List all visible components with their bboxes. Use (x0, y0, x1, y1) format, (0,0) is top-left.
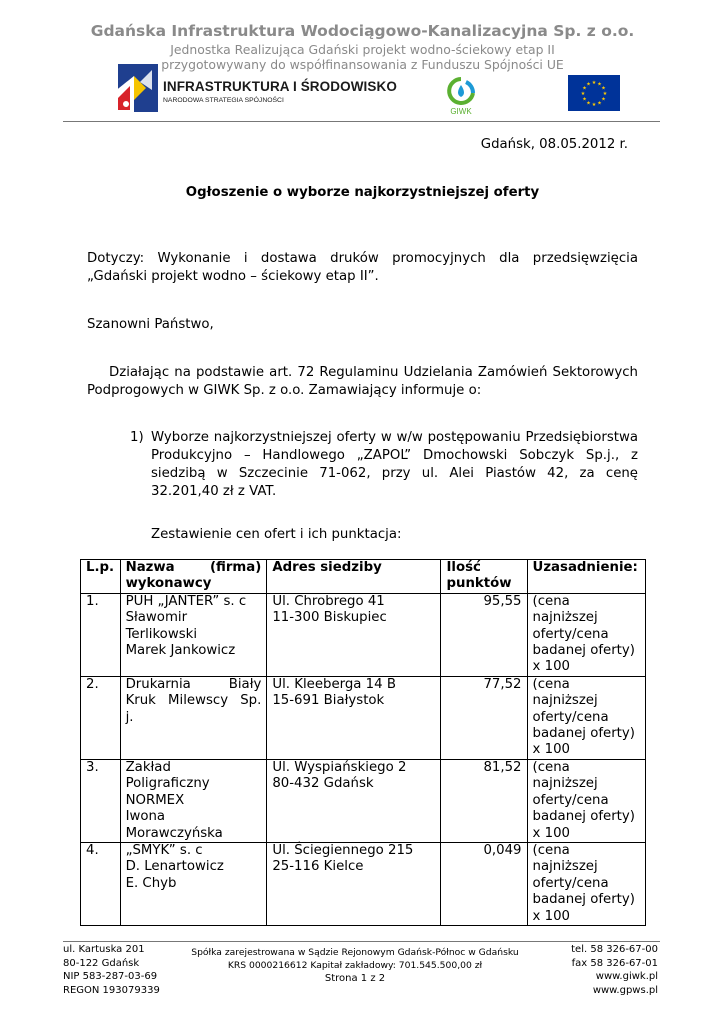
logo-sub-text: NARODOWA STRATEGIA SPÓJNOŚCI (163, 97, 284, 104)
point-1-text: Wyborze najkorzystniejszej oferty w w/w postępowaniu Przedsiębiorstwa Produkcyjno – Handlowego „ZAPOL” Dmochowski Sobczyk Sp.j., z siedzibą w Szczecinie 71-062, przy ul. Alei Piastów 42, za cenę 32.201,40 zł z VAT. (151, 430, 638, 499)
justification-line: oferty/cena (532, 792, 609, 808)
row-lp: 3. (81, 759, 121, 842)
justification-line: oferty/cena (532, 709, 609, 725)
svg-text:★: ★ (601, 96, 606, 103)
svg-text:★: ★ (591, 80, 597, 86)
name-line: Morawczyńska (125, 825, 223, 841)
name-line: Sławomir (125, 610, 188, 626)
name-line: Zakład (125, 759, 171, 775)
row-lp: 2. (81, 676, 121, 759)
address-line: Ul. Chrobrego 41 (272, 593, 385, 609)
name-line: E. Chyb (125, 875, 177, 891)
row-justification (527, 842, 645, 925)
footer-center-line: Spółka zarejestrowana w Sądzie Rejonowym Gdańsk-Północ w Gdańsku (191, 947, 519, 958)
row-name (120, 676, 267, 759)
footer-divider (63, 941, 660, 942)
document-heading: Ogłoszenie o wyborze najkorzystniejszej oferty (185, 185, 540, 200)
row-address (267, 676, 441, 759)
name-line: NORMEX (125, 792, 185, 808)
row-name (120, 759, 267, 842)
name-line: Kruk Milewscy Sp. (125, 693, 262, 709)
footer-contact (571, 943, 658, 997)
name-line: „SMYK” s. c (125, 842, 203, 858)
address-line: 80-432 Gdańsk (272, 776, 374, 792)
footer-fax: fax 58 326-67-01 (571, 957, 658, 969)
row-name (120, 593, 267, 676)
footer-website-link[interactable]: www.giwk.pl (595, 971, 658, 982)
table-row (81, 759, 646, 842)
justification-line: najniższej (532, 693, 598, 709)
footer-left-line: ul. Kartuska 201 (63, 944, 145, 955)
justification-line: x 100 (532, 659, 570, 675)
footer-left-line: NIP 583-287-03-69 (63, 971, 158, 982)
row-lp: 1. (81, 593, 121, 676)
giwk-logo-label: GIWK (450, 107, 472, 116)
svg-text:★: ★ (597, 81, 602, 88)
justification-line: badanej oferty) (532, 809, 635, 825)
row-points: 77,52 (441, 676, 527, 759)
name-line: D. Lenartowicz (125, 859, 224, 875)
footer-registration (170, 946, 540, 985)
name-line: Iwona (125, 809, 166, 825)
giwk-logo-icon (444, 76, 478, 116)
infrastruktura-logo-text (163, 79, 397, 104)
table-row (81, 676, 646, 759)
row-address (267, 759, 441, 842)
header-divider (63, 121, 660, 122)
header-name: Nazwa (firma) wykonawcy (120, 560, 267, 594)
offers-table (80, 559, 646, 926)
justification-line: (cena (532, 759, 570, 775)
justification-line: (cena (532, 593, 570, 609)
row-address (267, 593, 441, 676)
row-justification (527, 676, 645, 759)
name-line: Marek Jankowicz (125, 643, 236, 659)
justification-line: najniższej (532, 610, 598, 626)
unit-line-1: Jednostka Realizująca Gdański projekt wodno-ściekowy etap II (170, 42, 555, 57)
row-justification (527, 593, 645, 676)
address-line: 15-691 Białystok (272, 693, 385, 709)
svg-text:★: ★ (586, 81, 591, 88)
header-address: Adres siedziby (267, 560, 441, 594)
svg-text:★: ★ (580, 91, 586, 97)
name-line: Poligraficzny (125, 776, 210, 792)
row-justification (527, 759, 645, 842)
address-line: 25-116 Kielce (272, 859, 364, 875)
svg-text:★: ★ (601, 85, 606, 92)
address-line: 11-300 Biskupiec (272, 610, 387, 626)
footer-phone: tel. 58 326-67-00 (571, 944, 658, 955)
summary-label: Zestawienie cen ofert i ich punktacja: (151, 527, 402, 542)
footer-address (63, 943, 160, 997)
row-name (120, 842, 267, 925)
table-row (81, 842, 646, 925)
infrastruktura-logo-icon (112, 62, 160, 114)
table-header-row (81, 560, 646, 594)
header-justification: Uzasadnienie: (527, 560, 645, 594)
justification-line: (cena (532, 842, 570, 858)
justification-line: oferty/cena (532, 626, 609, 642)
name-line: PUH „JANTER” s. c (125, 593, 247, 609)
header-lp: L.p. (81, 560, 121, 594)
address-line: Ul. Wyspiańskiego 2 (272, 759, 407, 775)
point-1-number: 1) (130, 430, 144, 445)
name-line: j. (125, 709, 134, 725)
footer-center-line: KRS 0000216612 Kapitał zakładowy: 701.545.500,00 zł (227, 960, 483, 971)
footer-left-line: REGON 193079339 (63, 984, 160, 996)
justification-line: x 100 (532, 825, 570, 841)
intro-paragraph: Działając na podstawie art. 72 Regulaminu Udzielania Zamówień Sektorowych Podprogowych w GIWK Sp. z o.o. Zamawiający informuje o: (87, 365, 638, 398)
justification-line: badanej oferty) (532, 892, 635, 908)
table-row (81, 593, 646, 676)
row-points: 95,55 (441, 593, 527, 676)
document-date: Gdańsk, 08.05.2012 r. (480, 137, 628, 152)
page-number: Strona 1 z 2 (324, 973, 386, 984)
footer-website-link[interactable]: www.gpws.pl (592, 984, 658, 996)
unit-line-2: przygotowywany do współfinansowania z Funduszu Spójności UE (161, 57, 564, 72)
footer-left-line: 80-122 Gdańsk (63, 957, 140, 969)
name-line: Terlikowski (125, 626, 198, 642)
subject-paragraph: Dotyczy: Wykonanie i dostawa druków promocyjnych dla przedsięwzięcia „Gdański projekt wodno – ściekowy etap II”. (87, 251, 638, 284)
justification-line: oferty/cena (532, 875, 609, 891)
row-lp: 4. (81, 842, 121, 925)
svg-text:★: ★ (582, 85, 587, 92)
svg-text:★: ★ (582, 96, 587, 103)
justification-line: najniższej (532, 859, 598, 875)
address-line: Ul. Kleeberga 14 B (272, 676, 396, 692)
name-line: Drukarnia Biały (125, 676, 262, 692)
justification-line: (cena (532, 676, 570, 692)
eu-flag-icon (568, 75, 620, 111)
svg-text:★: ★ (591, 102, 597, 108)
justification-line: x 100 (532, 742, 570, 758)
header-points: Ilość punktów (441, 560, 527, 594)
address-line: Ul. Ściegiennego 215 (272, 842, 414, 858)
justification-line: najniższej (532, 776, 598, 792)
row-points: 81,52 (441, 759, 527, 842)
svg-text:★: ★ (586, 100, 591, 107)
justification-line: badanej oferty) (532, 726, 635, 742)
svg-text:★: ★ (597, 100, 602, 107)
justification-line: badanej oferty) (532, 643, 635, 659)
logo-main-text: INFRASTRUKTURA I ŚRODOWISKO (163, 79, 397, 94)
svg-text:★: ★ (602, 91, 608, 97)
company-name: Gdańska Infrastruktura Wodociągowo-Kanalizacyjna Sp. z o.o. (90, 22, 635, 40)
justification-line: x 100 (532, 908, 570, 924)
row-points: 0,049 (441, 842, 527, 925)
row-address (267, 842, 441, 925)
salutation: Szanowni Państwo, (87, 317, 214, 332)
